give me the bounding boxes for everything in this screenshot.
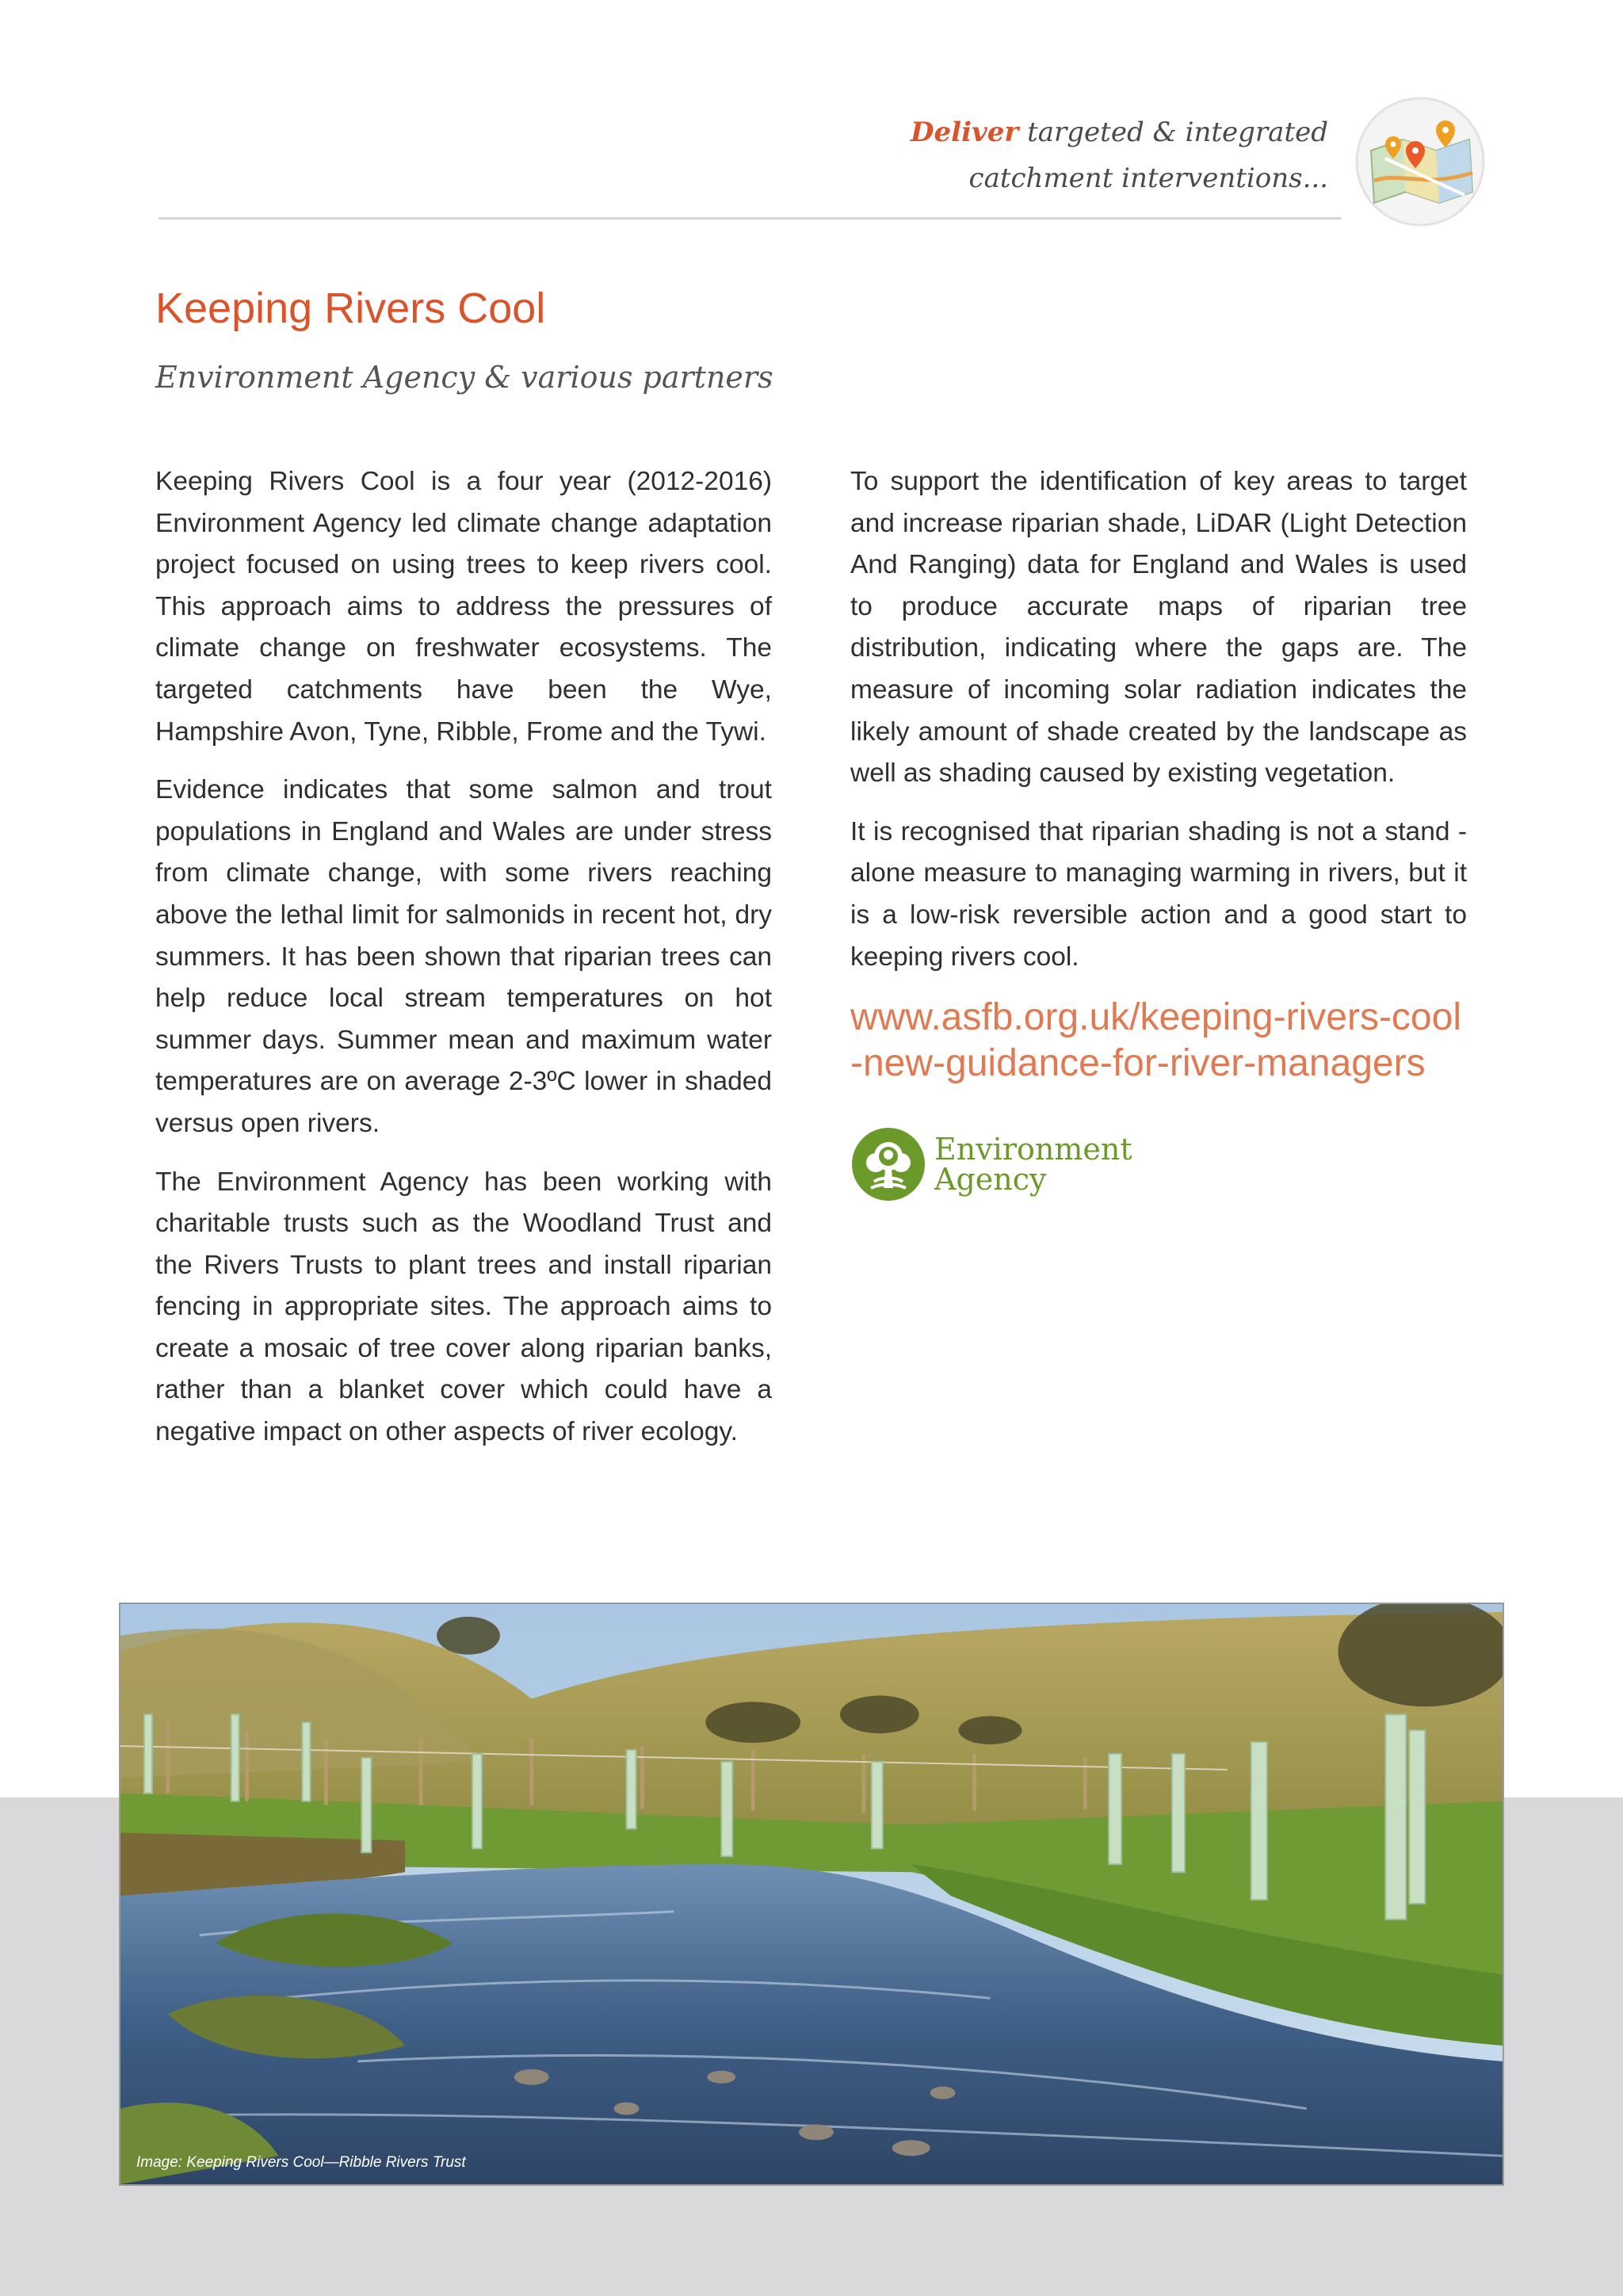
paragraph: The Environment Agency has been working with charitable trusts such as the Woodland Trust and the Rivers Trusts to plant trees and install riparian fencing in appropriate sites. The approach aims to create a mosaic of tree cover along riparian banks, rather than a blanket cover which could have a negative impact on other aspects of river ecology. bbox=[155, 1167, 772, 1447]
paragraph: Evidence indicates that some salmon and trout populations in England and Wales are under stress from climate change, with some rivers reaching above the lethal limit for salmonids in recent hot, dry summers. It has been shown that riparian trees can help reduce local stream temperatures on hot summer days. Summer mean and maximum water temperatures are on average 2-3ºC lower in shaded versus open rivers. bbox=[155, 775, 772, 1138]
environment-agency-logo bbox=[850, 1126, 1467, 1202]
tagline-accent: Deliver bbox=[911, 117, 1019, 148]
page-title: Keeping Rivers Cool bbox=[155, 285, 546, 332]
guidance-link-line1: www.asfb.org.uk/keeping-rivers-cool bbox=[850, 996, 1461, 1039]
logo-line2: Agency bbox=[934, 1162, 1047, 1198]
photo-caption: Image: Keeping Rivers Cool—Ribble Rivers Trust bbox=[136, 2154, 466, 2171]
guidance-link-line2: -new-guidance-for-river-managers bbox=[850, 1042, 1426, 1085]
logo-line1: Environment bbox=[934, 1132, 1132, 1167]
paragraph: To support the identification of key areas to target and increase riparian shade, LiDAR (Light Detection And Ranging) data for England and Wales is used to produce accurate maps of riparian tree distribution, indicating where the gaps are. The measure of incoming solar radiation indicates the likely amount of shade created by the landscape as well as shading caused by existing vegetation. bbox=[850, 467, 1467, 789]
header-tagline bbox=[615, 109, 1328, 201]
left-column bbox=[155, 461, 772, 1470]
paragraph: It is recognised that riparian shading is not a stand -alone measure to managing warming in rivers, but it is a low-risk reversible action and a good start to keeping rivers cool. bbox=[850, 816, 1467, 972]
guidance-link[interactable] bbox=[850, 995, 1467, 1087]
right-column bbox=[850, 461, 1467, 1202]
tagline-line1: targeted & integrated bbox=[1018, 117, 1328, 148]
paragraph: Keeping Rivers Cool is a four year (2012-2016) Environment Agency led climate change adaptation project focused on using trees to keep rivers cool. This approach aims to address the pressures of climate change on freshwater ecosystems. The targeted catchments have been the Wye, Hampshire Avon, Tyne, Ribble, Frome and the Tywi. bbox=[155, 467, 772, 747]
environment-agency-logo-icon bbox=[850, 1126, 926, 1202]
page-subtitle: Environment Agency & various partners bbox=[155, 360, 773, 395]
map-pins-icon bbox=[1354, 95, 1487, 228]
river-photo bbox=[119, 1603, 1504, 2186]
header-divider bbox=[158, 217, 1341, 220]
tagline-line2: catchment interventions... bbox=[968, 162, 1328, 194]
